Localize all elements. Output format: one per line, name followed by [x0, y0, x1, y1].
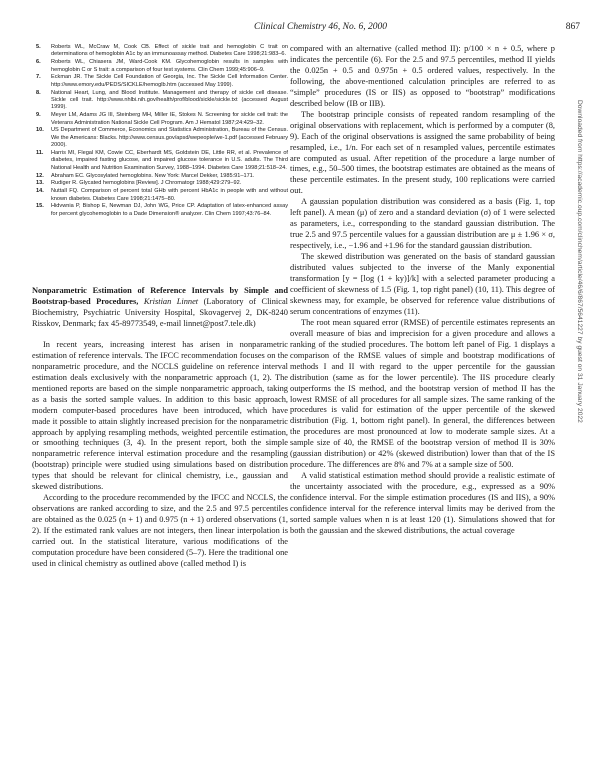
body-paragraph: The skewed distribution was generated on the basis of standard gaussian distributed values subjected to the inverse of the Manly exponential transformation [y = [log (1 + ky)]/k] with a selected parameter producing a coefficient of skewness of 1.5 (Fig. 1, top right panel) (10, 11). This degree of skewness may, for example, be observed for reference value distributions of serum concentrations of enzymes (11).: [290, 252, 555, 316]
article-author: Kristian Linnet: [143, 297, 199, 307]
reference-item: 14. Nuttall FQ. Comparison of percent total GHb with percent HbA1c in people with and without known diabetes. Diabetes Care 1998;21:1475–80.: [36, 188, 288, 202]
reference-item: 5. Roberts WL, McCraw M, Cook CB. Effect of sickle trait and hemoglobin C trait on determinations of hemoglobin A1c by an immunoassay method. Diabetes Care 1998;21:983–6.: [36, 44, 288, 58]
reference-item: 10. US Department of Commerce, Economics and Statistics Administration, Bureau of the Census. We the Americans: Blacks. http://www.census.gov/apsd/wepeople/we-1.pdf (accessed February 2000).: [36, 127, 288, 149]
body-paragraph: compared with an alternative (called method II): p/100 × n + 0.5, where p indicates the percentile (6). For the 2.5 and 97.5 percentiles, method II yields the 0.025n + 0.5 and 0.975n + 0.5 ordered values, respectively. In the following, the above-mentioned calculation principles are referred to as “simple” procedures (IS or IIS) as opposed to “bootstrap” modifications described below (IB or IIB).: [290, 44, 555, 108]
reference-item: 15. Hidvwnia P, Bishop E, Newman DJ, John WG, Price CP. Adaptation of latex-enhanced assay for percent glycohemoglobin to a Dade Dimension® analyzer. Clin Chem 1997;43:76–84.: [36, 203, 288, 217]
article-affiliation: (Laboratory of Clinical Biochemistry, Psychiatric University Hospital, Skovagervej 2, DK-8240 Risskov, Denmark; fax 45-89773549, e-mail linnet@post7.tele.dk): [32, 297, 289, 328]
body-paragraph: A valid statistical estimation method should provide a realistic estimate of the uncertainty associated with the procedure, e.g., expressed as a 90% confidence interval. For the simple estimation procedures (IS and IIS), a 90% confidence interval for the reference interval limits may be derived from the sorted sample values when n is at least 120 (1). Simulations showed that for both the gaussian and the skewed distributions, the actual coverage: [290, 471, 555, 535]
reference-list: [32, 44, 288, 218]
left-column: [32, 44, 288, 570]
reference-item: 8. National Heart, Lung, and Blood Institute. Management and therapy of sickle cell disease. Sickle cell trait. http://www.nhlbi.nih.gov/health/prof/blood/sickle/sickle.txt (accessed August 1999).: [36, 89, 288, 111]
body-paragraph: According to the procedure recommended by the IFCC and NCCLS, the observations are ranked according to size, and the 2.5 and 97.5 percentiles are obtained as the 0.025 (n + 1) and 0.975 (n + 1) ordered observations (1, 2). If the estimated rank values are not integers, then linear interpolation is carried out. In the statistical literature, various modifications of the computation procedure have been considered (5–7). Here the traditional one used in clinical chemistry as outlined above (called method I) is: [32, 493, 288, 568]
page-number: 867: [565, 22, 580, 32]
reference-item: 6. Roberts WL, Chiasera JM, Ward-Cook KM. Glycohemoglobin results in samples with hemoglobin C or S trait: a comparison of four test systems. Clin Chem 1999;45:906–9.: [36, 59, 288, 73]
reference-item: 11. Harris MI, Flegal KM, Cowie CC, Eberhardt MS, Goldstein DE, Little RR, et al. Prevalence of diabetes, impaired fasting glucose, and impaired glucose tolerance in U.S. adults. The Third National Health and Nutrition Examination Survey, 1988–1994. Diabetes Care 1998;21:518–24.: [36, 150, 288, 171]
body-paragraph: The root mean squared error (RMSE) of percentile estimates represents an overall measure of bias and imprecision for a given procedure and allows a ranking of the studied procedures. The bottom left panel of Fig. 1 displays a comparison of the RMSE values of simple and bootstrap modifications of methods I and II with regard to the upper percentile for the gaussian distribution (same as for the lower percentile). The IIS procedure clearly outperforms the IS method, and the bootstrap version of method II has the lowest RMSE of all procedures for all sample sizes. The same ranking of the procedures is valid for estimation of the upper percentile of the skewed distribution (Fig. 1, bottom right panel). In general, the differences between the procedures are most pronounced at low to moderate sample sizes. At a sample size of 40, the RMSE of the bootstrap version of method II is 30% (gaussian distribution) or 42% (skewed distribution) lower than that of the IS procedure. The differences are 8% and 7% at a sample size of 500.: [290, 317, 555, 470]
article-title: Nonparametric Estimation of Reference Intervals by Simple and Bootstrap-based Procedures,: [32, 286, 288, 307]
journal-citation: Clinical Chemistry 46, No. 6, 2000: [254, 22, 387, 32]
left-body-text: [32, 340, 288, 570]
right-body-text: [290, 44, 555, 537]
right-column: [290, 44, 555, 537]
body-paragraph: A gaussian population distribution was considered as a basis (Fig. 1, top left panel). A mean (μ) of zero and a standard deviation (σ) of 1 were selected as parameters, i.e., corresponding to the standard gaussian distribution. The true 2.5 and 97.5 percentile values for a gaussian distribution are μ ± 1.96 × σ, respectively, i.e., −1.96 and +1.96 for the standard gaussian distribution.: [290, 197, 555, 251]
running-head: [32, 22, 580, 36]
article-heading: [32, 286, 288, 330]
reference-item: 12. Abraham EC. Glycosylated hemoglobins. New York: Marcel Dekker, 1985:91–171.: [36, 172, 255, 179]
reference-item: 7. Eckman JR. The Sickle Cell Foundation of Georgia, Inc. The Sickle Cell Information Center. http://www.emory.edu/PEDS/SICKLE/hemoglb.htm (accessed May 1999).: [36, 74, 288, 88]
download-watermark: Downloaded from https://academic.oup.com/clinchem/article/46/6/867/5641227 by guest on 31 January 2022: [576, 100, 583, 423]
reference-item: 13. Rudiger R. Glycated hemoglobins [Review]. J Chromatogr 1988;429:279–92.: [36, 180, 242, 187]
body-paragraph: In recent years, increasing interest has arisen in nonparametric estimation of reference intervals. The IFCC recommendation focuses on the nonparametric procedure, and the NCCLS guideline on reference interval estimation deals exclusively with the nonparametric approach (1, 2). The mentioned reports are based on the simple nonparametric approach, taking as a basis the sorted sample values. In addition to this basic approach, modern computer-based procedures have been introduced, which have made it possible to attain slightly increased precision for the nonparametric approach by applying resampling methods, weighted percentile estimation, or smoothing techniques (3, 4). In the present report, both the simple nonparametric reference interval estimation procedure and the resampling (bootstrap) principle were studied using simulations based on distribution types that should be relevant for clinical chemistry, i.e., gaussian and skewed distributions.: [32, 339, 288, 492]
body-paragraph: The bootstrap principle consists of repeated random resampling of the original observations with replacement, which is performed by a computer (8, 9). Each of the original observations is assigned the same probability of being resampled, i.e., 1/n. For each set of n resampled values, percentile estimates are computed as usual. After repetition of the procedure a large number of times, e.g., 50–500 times, the bootstrap estimates are obtained as the means of these percentile estimates. In the present study, 100 replications were carried out.: [290, 109, 555, 196]
reference-item: 9. Meyer LM, Adams JG III, Steinberg MH, Miller IE, Stokes N. Screening for sickle cell trait: the Veterans Administration National Sickle Cell Program. Am J Hematol 1987;24:429–32.: [36, 112, 288, 126]
